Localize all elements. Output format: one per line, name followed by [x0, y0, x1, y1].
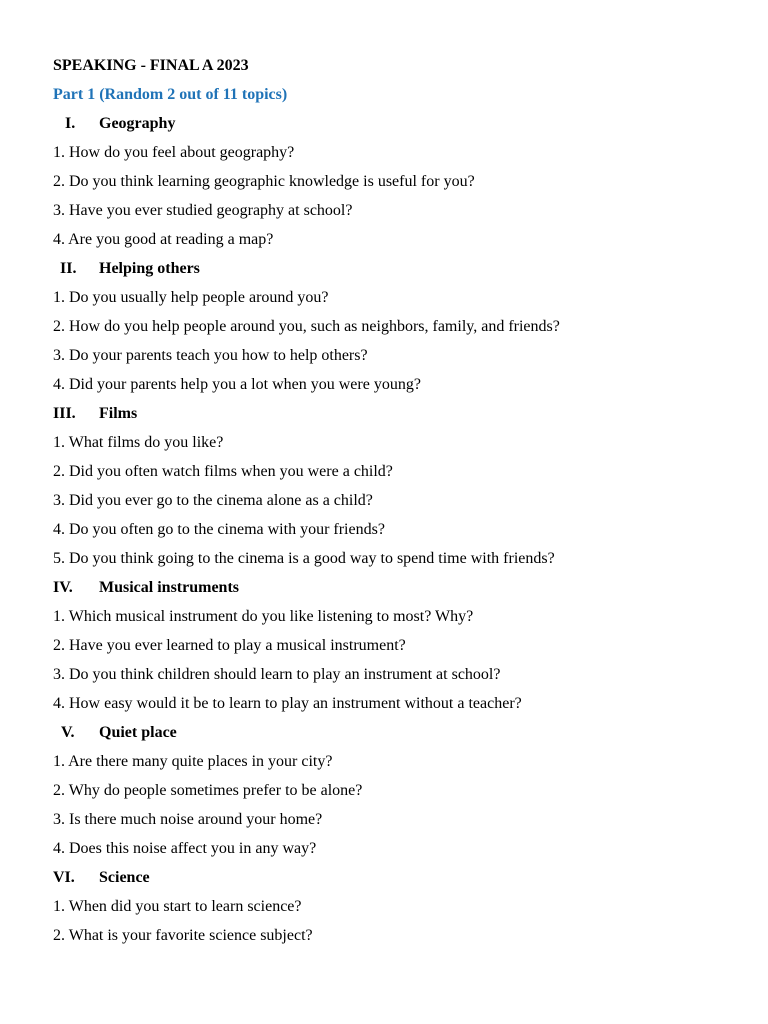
question-item: 3. Have you ever studied geography at school?: [53, 202, 353, 219]
question-item: 2. Did you often watch films when you were a child?: [53, 463, 393, 480]
section-heading-science: [53, 865, 743, 894]
section-heading-geography: [53, 111, 743, 140]
section-numeral: II.: [60, 260, 77, 277]
part-heading: Part 1 (Random 2 out of 11 topics): [53, 86, 288, 103]
document-page: [53, 53, 743, 952]
section-heading-quiet-place: [53, 720, 743, 749]
section-heading-helping-others: [53, 256, 743, 285]
question-item: 2. How do you help people around you, such as neighbors, family, and friends?: [53, 318, 560, 335]
question-item: 3. Do your parents teach you how to help others?: [53, 347, 368, 364]
question-item: 3. Did you ever go to the cinema alone as a child?: [53, 492, 373, 509]
question-item: 2. Do you think learning geographic knowledge is useful for you?: [53, 173, 475, 190]
section-numeral: IV.: [53, 579, 73, 596]
question-item: 4. Are you good at reading a map?: [53, 231, 274, 248]
section-numeral: III.: [53, 405, 76, 422]
question-item: 4. How easy would it be to learn to play an instrument without a teacher?: [53, 695, 522, 712]
question-item: 4. Do you often go to the cinema with your friends?: [53, 521, 385, 538]
question-item: 4. Does this noise affect you in any way?: [53, 840, 317, 857]
section-title: Helping others: [99, 260, 200, 277]
section-title: Films: [99, 405, 138, 422]
question-item: 1. Which musical instrument do you like listening to most? Why?: [53, 608, 474, 625]
question-item: 5. Do you think going to the cinema is a good way to spend time with friends?: [53, 550, 555, 567]
question-item: 2. Have you ever learned to play a musical instrument?: [53, 637, 406, 654]
section-title: Science: [99, 869, 150, 886]
question-item: 1. Do you usually help people around you?: [53, 289, 329, 306]
section-numeral: VI.: [53, 869, 75, 886]
section-heading-musical-instruments: [53, 575, 743, 604]
question-item: 2. Why do people sometimes prefer to be alone?: [53, 782, 363, 799]
section-numeral: I.: [65, 115, 76, 132]
question-item: 3. Is there much noise around your home?: [53, 811, 323, 828]
question-item: 1. Are there many quite places in your city?: [53, 753, 333, 770]
question-item: 1. How do you feel about geography?: [53, 144, 295, 161]
question-item: 2. What is your favorite science subject?: [53, 927, 313, 944]
section-heading-films: [53, 401, 743, 430]
section-title: Quiet place: [99, 724, 177, 741]
question-item: 4. Did your parents help you a lot when you were young?: [53, 376, 421, 393]
document-title: SPEAKING - FINAL A 2023: [53, 57, 249, 74]
section-numeral: V.: [61, 724, 75, 741]
section-title: Geography: [99, 115, 176, 132]
question-item: 3. Do you think children should learn to play an instrument at school?: [53, 666, 501, 683]
section-title: Musical instruments: [99, 579, 239, 596]
question-item: 1. What films do you like?: [53, 434, 224, 451]
question-item: 1. When did you start to learn science?: [53, 898, 302, 915]
